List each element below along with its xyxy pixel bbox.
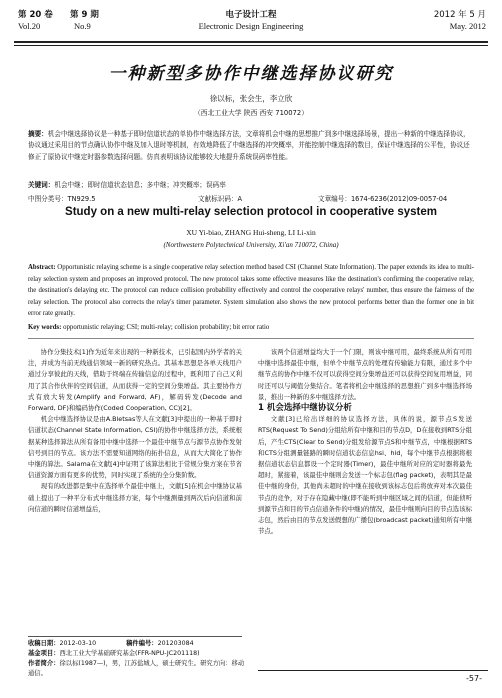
article-number: 文章编号：1674-6236(2012)09-0057-04	[318, 195, 448, 203]
body-column-left	[28, 347, 242, 515]
abstract-separator	[28, 338, 474, 339]
date-zh: 2012 年 5 月	[433, 10, 486, 20]
body-paragraph: 机会中继选择协议是由A.Bletsas等人在文献[3]中提出的一种基于即时信道状态(Channel State Information, CSI)的协作中继选择方法，系统根据某种选择算法从所有备用中继中选择一个最佳中继节点与源节点协作发射信号到目的节点。该方法不需要知道网络的拓扑信息，从而大大简化了协作中继的算法。Salama在文献[4]中证明了该算法相比于常规分集方案在节省信道资源方面有更多的优势，同时实现了系统的全分集阶数。	[28, 415, 242, 480]
abstract-en	[28, 262, 474, 320]
abstract-zh	[28, 129, 474, 163]
footnote-rule	[28, 636, 242, 637]
document-code: 文献标识码：A	[198, 195, 243, 203]
keywords-zh	[28, 180, 474, 191]
section-heading: 1 机会选择中继协议分析	[258, 403, 352, 414]
edit-label: 稿件编号：	[126, 640, 158, 647]
header-rule-thick	[14, 41, 488, 43]
fund-text: 西北工业大学基础研究基金(FFR-NPU-JC201118)	[59, 650, 200, 657]
abstract-en-text: Opportunistic relaying scheme is a single cooperative relay selection method based CSI (Channel State Information). The paper extends its idea to multi-relay selection system and proposes an improved protocol. The new protocol takes some effective measures like the destination's confirming the cooperative relay, the destination's delaying etc. The protocol can reduce collision probability effectively and control the cooperative relays' number, thus ensure the fairness of the relay selection. The protocol also corrects the relay's timer parameter. System simulation also shows the new protocol performs better than the former one in bit error rate greatly.	[28, 264, 475, 317]
abstract-en-label: Abstract:	[28, 264, 56, 271]
paper-title-zh: 一种新型多协作中继选择协议研究	[108, 64, 394, 84]
page-number: -57-	[466, 674, 482, 683]
keywords-zh-text: 机会中继；即时信道状态信息；多中继；冲突概率；误码率	[54, 181, 226, 189]
edit-number: 201203084	[157, 640, 194, 647]
body-paragraph: 现有的改进都是集中在选择单个最佳中继上，文献[5]在机会中继协议基础上提出了一种平分布式中继选择方案，每个中继测量到两次后向信道和前向信道的瞬时信道增益后，	[28, 482, 242, 513]
keywords-en-label: Key words:	[28, 324, 62, 331]
affiliation-zh: （西北工业大学 陕西 西安 710072）	[194, 109, 308, 117]
authors-en: XU Yi-biao, ZHANG Hui-sheng, LI Li-xin	[186, 228, 316, 237]
body-paragraph: 文献[3]已给出详细的协议选择方法，具体的说，源节点S发送RTS(Request To Send)分组给所有中继和目的节点D，D在接收到RTS分组后，产生CTS(Clear to Send)分组发给源节点S和中继节点，中继根据RTS和CTS分组测量链路的瞬时信道状态信息hsi、hid，每个中继节点根据将根据信道状态信息都设一个定时器(Timer)，最佳中继所对应的定时器将最先超时，紧接着，该最佳中继则会发送一个标志包(flag packet)，表明其是最佳中继的身份，其他尚未超时的中继在接收到该标志包后将放弃对本次最佳节点的竞争，对于存在隐藏中继(即不能听到中继区域之间的信道，但能侦听到源节点和目的节点信道条件的中继)的情况，最佳中继则向目的节点选该标志包，然后由目的节点发送假想的广播包(broadcast packet)通知所有中继节点。	[258, 415, 472, 536]
clc-number: 中图分类号：TN929.5	[28, 195, 96, 203]
body-column-right	[258, 347, 472, 537]
issue-zh: 第 9 期	[70, 10, 99, 20]
authors-zh: 徐以标，张会生，李立欣	[209, 94, 293, 103]
volume-en: Vol.20	[18, 21, 41, 31]
footnote-fund	[28, 649, 248, 659]
affiliation-en: (Northwestern Polytechnical University, Xi'an 710072, China)	[163, 241, 339, 249]
issue-en: No.9	[74, 21, 91, 31]
body-paragraph: 协作分集技术[1]作为近年来出现的一种新技术，已引起国内外学者的关注，并成为当前无线通信领域一新的研究热点。其基本思想是各单天线用户通过分享彼此的天线，借助于终端在传输信息的过程中，既利用了自己又利用了其合作伙伴的空间信道，从而获得一定的空间分集增益。其主要协作方式有放大转发(Amplify and Forward, AF)，解码转发(Decode and Forward, DF)和编码协作(Coded Cooperation, CC)[2]。	[28, 348, 242, 413]
author-bio-label: 作者简介：	[28, 660, 60, 667]
keywords-en-text: opportunistic relaying; CSI; multi-relay; collision probability; bit error ratio	[63, 324, 270, 331]
body-paragraph: 该两个信道增益均大于一个门限，则该中继可用，最终系统从所有可用中继中选择最佳中继，但单个中继节点的处理有传输能力有限，通过多个中继节点的协作中继不仅可以获得空间分集增益还可以获得空间复用增益，同时还可以与阈值分集结合。笔者将机会中继选择的思想推广到多中继选择场景，推出一种新的多中继选择方法。	[258, 348, 472, 401]
bottom-rule	[258, 670, 488, 671]
journal-name-en: Electronic Design Engineering	[198, 21, 304, 31]
received-label: 收稿日期：	[28, 640, 60, 647]
footnote-author	[28, 659, 248, 678]
journal-name-zh: 电子设计工程	[225, 10, 277, 20]
header-rule-thin	[14, 45, 488, 46]
keywords-en	[28, 322, 474, 334]
author-bio-text: 徐以标(1987—)，男，江苏盐城人，硕士研究生。研究方向：移动通信。	[28, 660, 245, 677]
volume-zh: 第 20 卷	[18, 10, 53, 20]
abstract-zh-label: 摘要：	[28, 130, 48, 138]
footnote-received	[28, 639, 248, 649]
fund-label: 基金项目：	[28, 650, 60, 657]
received-date: 2012-03-10	[59, 640, 97, 647]
date-en: May. 2012	[449, 21, 486, 31]
paper-title-en: Study on a new multi-relay selection protocol in cooperative system	[65, 206, 437, 218]
abstract-zh-text: 机会中继选择协议是一种基于即时信道状态的单协作中继选择方法，文章将机会中继的思想推广到多中继选择场景，提出一种新的中继选择协议，协议通过采用目的节点确认协作中继及加入退时等机制，有效地降低了中继选择的冲突概率，并能控制中继选择的数目，保证中继选择的公平性，协议还修正了原协议中继定时器参数选择问题。仿真表明该协议能够较大地提升系统误码率性能。	[28, 130, 470, 161]
keywords-zh-label: 关键词：	[28, 181, 55, 189]
